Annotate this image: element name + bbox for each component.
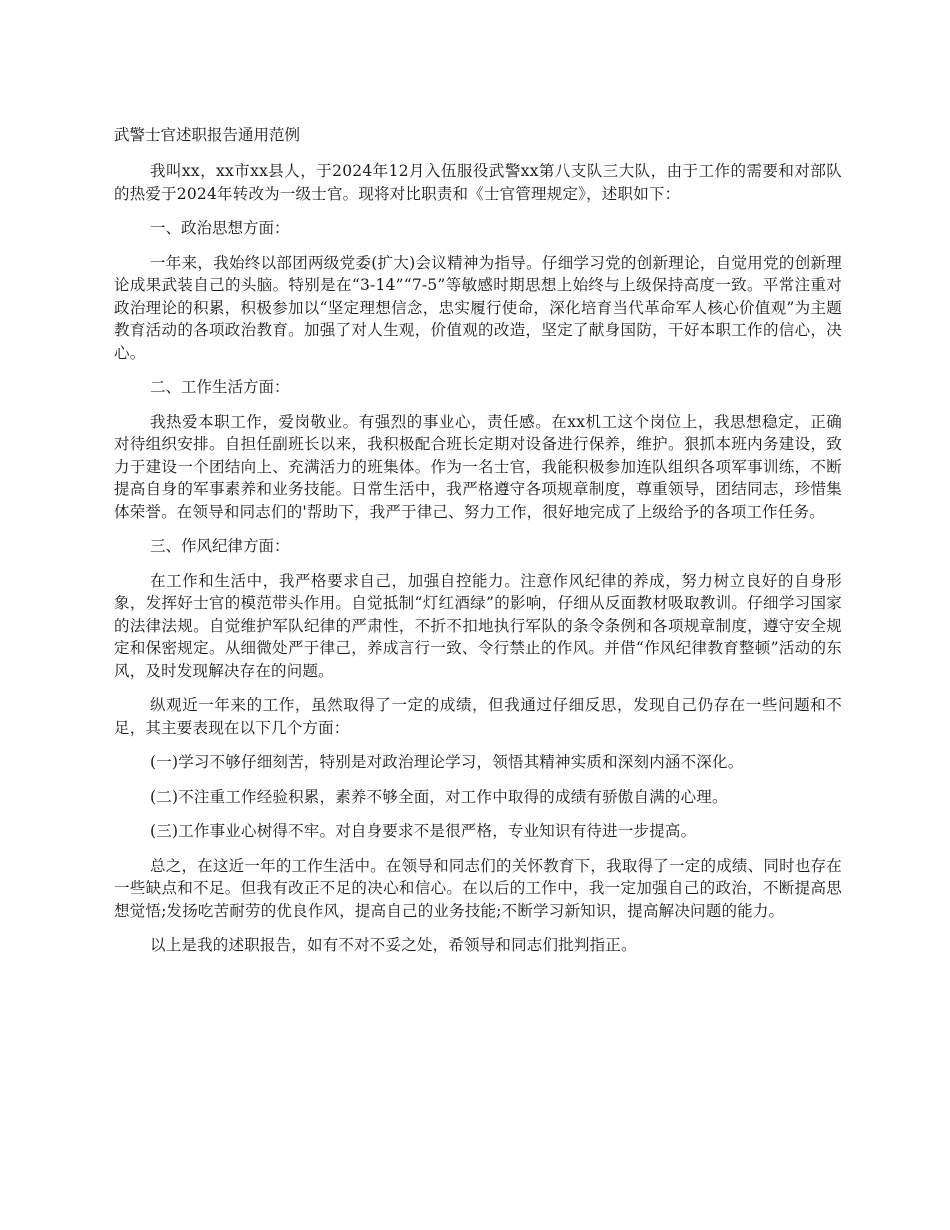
issue-item-2: (二)不注重工作经验积累，素养不够全面，对工作中取得的成绩有骄傲自满的心理。 — [150, 787, 728, 806]
section-body-discipline: 在工作和生活中，我严格要求自己，加强自控能力。注意作风纪律的养成，努力树立良好的自身形象，发挥好士官的模范带头作用。自觉抵制“灯红酒绿”的影响，仔细从反面教材吸取教训。仔细学习国家的法律法规。自觉维护军队纪律的严肃性，不折不扣地执行军队的条令条例和各项规章制度，遵守安全规定和保密规定。从细微处严于律己，养成言行一致、令行禁止的作风。并借“作风纪律教育整顿”活动的东风，及时发现解决存在的问题。 — [114, 571, 842, 680]
intro-paragraph: 我叫xx，xx市xx县人，于2024年12月入伍服役武警xx第八支队三大队，由于工作的需要和对部队的热爱于2024年转改为一级士官。现将对比职责和《士官管理规定》，述职如下： — [114, 162, 842, 203]
summary-paragraph: 总之，在这近一年的工作生活中。在领导和同志们的关怀教育下，我取得了一定的成绩、同时也存在一些缺点和不足。但我有改正不足的决心和信心。在以后的工作中，我一定加强自己的政治，不断提高思想觉悟;发扬吃苦耐劳的优良作风，提高自己的业务技能;不断学习新知识，提高解决问题的能力。 — [114, 856, 842, 920]
document-page — [114, 122, 842, 969]
section-heading-discipline: 三、作风纪律方面： — [150, 537, 290, 555]
issue-item-3: (三)工作事业心树得不牢。对自身要求不是很严格，专业知识有待进一步提高。 — [150, 822, 697, 840]
section-body-work-life: 我热爱本职工作，爱岗敬业。有强烈的事业心，责任感。在xx机工这个岗位上，我思想稳定，正确对待组织安排。自担任副班长以来，我积极配合班长定期对设备进行保养，维护。狠抓本班内务建设，致力于建设一个团结向上、充满活力的班集体。作为一名士官，我能积极参加连队组织各项军事训练，不断提高自身的军事素养和业务技能。日常生活中，我严格遵守各项规章制度，尊重领导，团结同志，珍惜集体荣誉。在领导和同志们的'帮助下，我严于律己、努力工作，很好地完成了上级给予的各项工作任务。 — [114, 412, 842, 521]
closing-paragraph: 以上是我的述职报告，如有不对不妥之处，希领导和同志们批判指正。 — [150, 936, 637, 954]
issue-item-1: (一)学习不够仔细刻苦，特别是对政治理论学习，领悟其精神实质和深刻内涵不深化。 — [150, 753, 744, 771]
document-title: 武警士官述职报告通用范例 — [114, 126, 301, 144]
section-body-political: 一年来，我始终以部团两级党委(扩大)会议精神为指导。仔细学习党的创新理论，自觉用党的创新理论成果武装自己的头脑。特别是在“3-14”“7-5”等敏感时期思想上始终与上级保持高度一致。平常注重对政治理论的积累，积极参加以“坚定理想信念，忠实履行使命，深化培育当代革命军人核心价值观”为主题教育活动的各项政治教育。加强了对人生观，价值观的改造，坚定了献身国防，干好本职工作的信心，决心。 — [114, 253, 842, 362]
review-paragraph: 纵观近一年来的工作，虽然取得了一定的成绩，但我通过仔细反思，发现自己仍存在一些问题和不足，其主要表现在以下几个方面： — [114, 696, 842, 737]
section-heading-political: 一、政治思想方面： — [150, 219, 290, 237]
section-heading-work-life: 二、工作生活方面： — [150, 378, 290, 396]
